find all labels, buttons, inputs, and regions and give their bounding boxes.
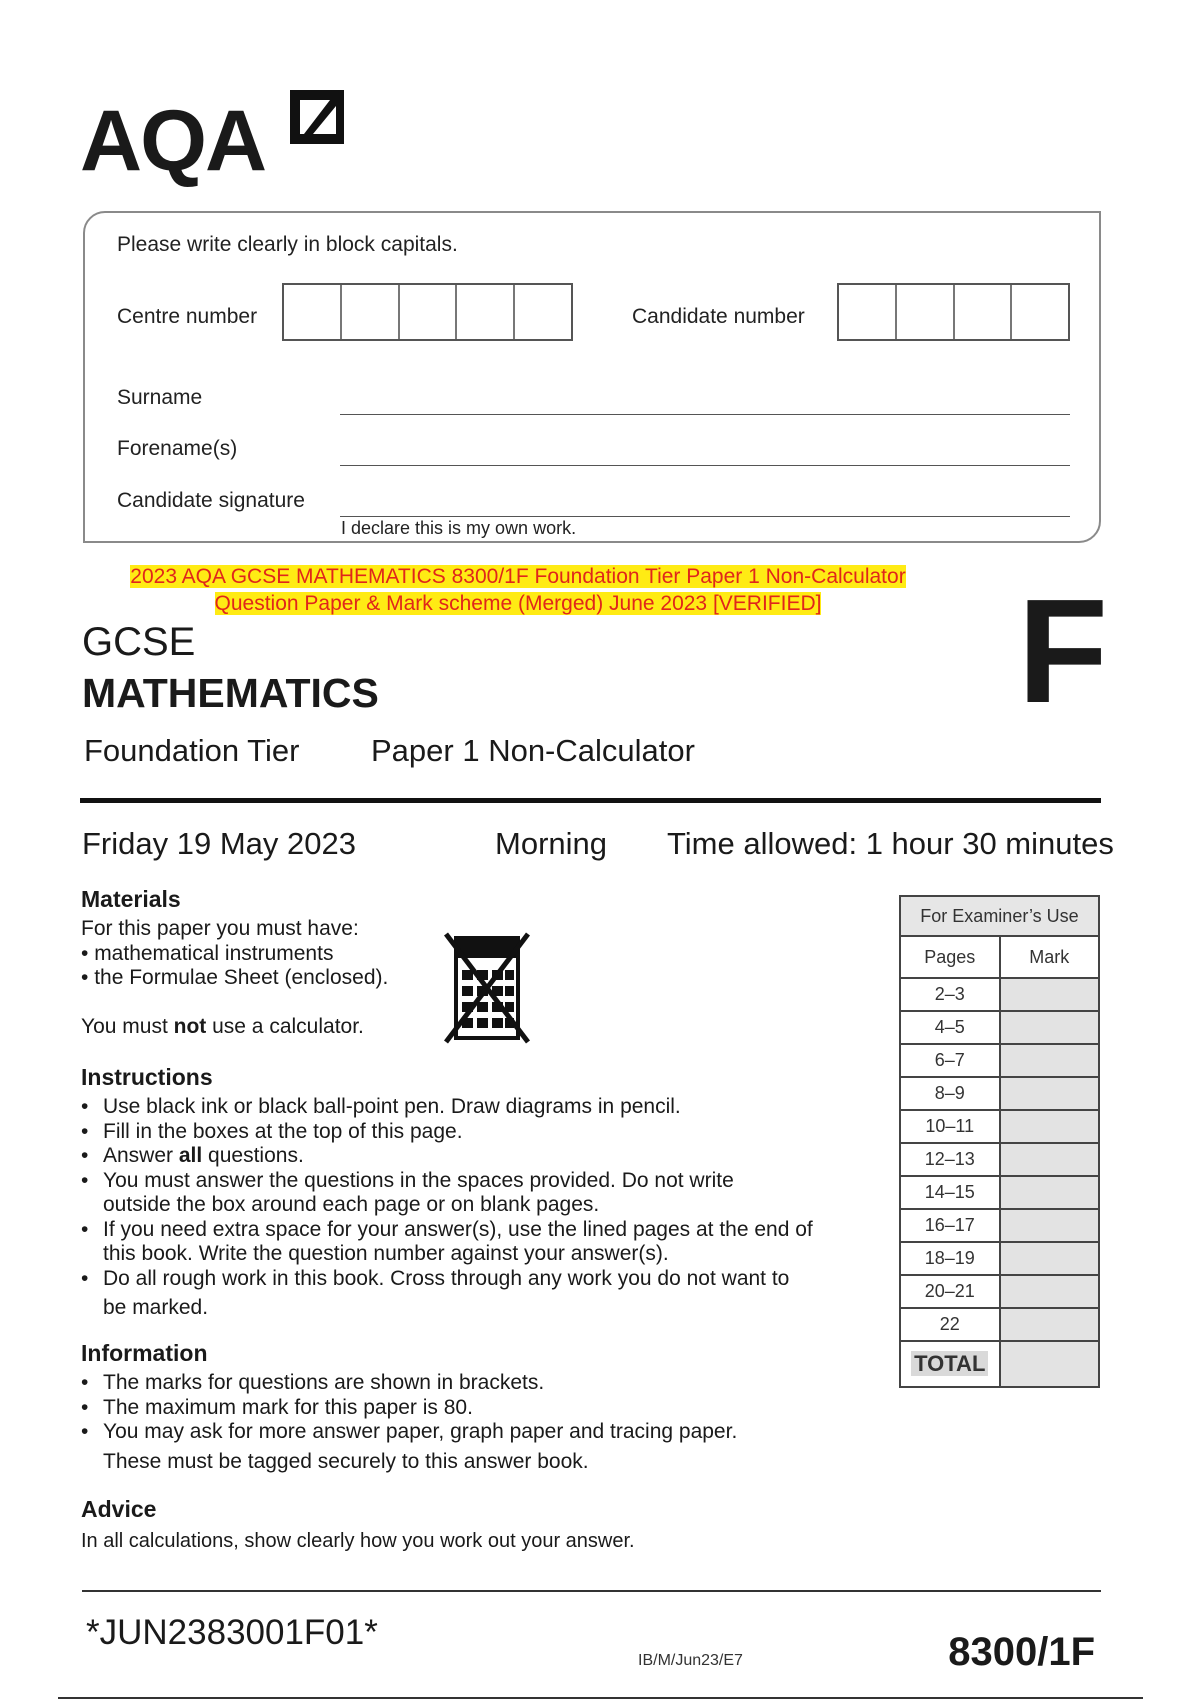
paper-code: 8300/1F — [948, 1630, 1095, 1674]
page-range: 4–5 — [900, 1011, 1000, 1044]
surname-input-line[interactable] — [340, 414, 1070, 415]
examiners-use-table — [899, 895, 1100, 1388]
page-range: 16–17 — [900, 1209, 1000, 1242]
calculator-notice: You must not use a calculator. — [81, 1014, 364, 1038]
footer-divider — [82, 1590, 1101, 1592]
no-calculator-icon — [442, 930, 532, 1045]
page-range: 8–9 — [900, 1077, 1000, 1110]
candidate-details-box — [83, 211, 1101, 543]
highlighted-document-title — [100, 563, 936, 617]
information-section — [81, 1340, 881, 1474]
candidate-number-cell[interactable] — [839, 285, 897, 339]
candidate-number-cell[interactable] — [955, 285, 1013, 339]
page-range: 12–13 — [900, 1143, 1000, 1176]
forenames-input-line[interactable] — [340, 465, 1070, 466]
instruction-item: • You must answer the questions in the spaces provided. Do not write outside the box around each page or on blank pages. — [81, 1169, 881, 1218]
mark-cell — [1000, 1143, 1100, 1176]
aqa-logo-text: AQA — [80, 93, 266, 189]
mark-cell — [1000, 1275, 1100, 1308]
page-range: 14–15 — [900, 1176, 1000, 1209]
page-range: 18–19 — [900, 1242, 1000, 1275]
header-divider — [80, 798, 1101, 803]
centre-number-cell[interactable] — [284, 285, 342, 339]
pages-column-header: Pages — [900, 936, 1000, 978]
qualification: GCSE — [82, 620, 196, 664]
signature-input-line[interactable] — [340, 516, 1070, 517]
exam-session: Morning — [495, 826, 607, 861]
information-item: • The marks for questions are shown in brackets. — [81, 1371, 881, 1396]
subject-title: MATHEMATICS — [82, 670, 379, 716]
information-item: • The maximum mark for this paper is 80. — [81, 1396, 881, 1421]
surname-label: Surname — [117, 386, 203, 409]
mark-cell — [1000, 1209, 1100, 1242]
candidate-number-cell[interactable] — [897, 285, 955, 339]
information-item: • You may ask for more answer paper, graph paper and tracing paper. These must be tagged securely to this answer book. — [81, 1420, 881, 1474]
advice-text: In all calculations, show clearly how you work out your answer. — [81, 1530, 635, 1552]
exam-date: Friday 19 May 2023 — [82, 826, 356, 861]
centre-number-cell[interactable] — [400, 285, 458, 339]
information-heading: Information — [81, 1340, 208, 1366]
aqa-logo — [80, 88, 350, 188]
mark-cell — [1000, 1110, 1100, 1143]
tier-name: Foundation Tier — [84, 733, 300, 768]
centre-number-cell[interactable] — [342, 285, 400, 339]
mark-column-header: Mark — [1000, 936, 1100, 978]
page-bottom-rule — [58, 1697, 1143, 1699]
mark-cell — [1000, 1044, 1100, 1077]
materials-intro: For this paper you must have: — [81, 917, 359, 940]
advice-section — [81, 1496, 881, 1554]
centre-number-cell[interactable] — [515, 285, 571, 339]
candidate-number-cell[interactable] — [1012, 285, 1068, 339]
paper-name: Paper 1 Non-Calculator — [371, 733, 695, 768]
page-range: 22 — [900, 1308, 1000, 1341]
instruction-item: • Fill in the boxes at the top of this page. — [81, 1120, 881, 1145]
block-capitals-instruction: Please write clearly in block capitals. — [117, 233, 458, 256]
total-label: TOTAL — [900, 1341, 1000, 1387]
tier-letter: F — [1017, 569, 1108, 734]
instruction-item: • Answer all questions. — [81, 1144, 881, 1169]
page-range: 6–7 — [900, 1044, 1000, 1077]
instructions-section — [81, 1064, 881, 1321]
time-allowed: Time allowed: 1 hour 30 minutes — [667, 826, 1114, 861]
centre-number-label: Centre number — [117, 305, 258, 328]
examiners-use-title: For Examiner’s Use — [900, 896, 1099, 936]
page-range: 10–11 — [900, 1110, 1000, 1143]
candidate-number-label: Candidate number — [632, 305, 805, 328]
materials-item: • mathematical instruments — [81, 941, 334, 965]
materials-item: • the Formulae Sheet (enclosed). — [81, 966, 389, 989]
aqa-logo-mark-icon — [286, 86, 348, 148]
total-mark-cell — [1000, 1341, 1100, 1387]
mark-cell — [1000, 1011, 1100, 1044]
mark-cell — [1000, 978, 1100, 1011]
mark-cell — [1000, 1176, 1100, 1209]
instruction-item: • If you need extra space for your answer(s), use the lined pages at the end of this book. Write the question number against your answer(s). — [81, 1218, 881, 1267]
mark-cell — [1000, 1242, 1100, 1275]
candidate-number-boxes[interactable] — [837, 283, 1070, 341]
materials-heading: Materials — [81, 886, 181, 912]
page-range: 20–21 — [900, 1275, 1000, 1308]
declaration-text: I declare this is my own work. — [341, 518, 577, 538]
instructions-heading: Instructions — [81, 1064, 213, 1090]
instructions-list — [81, 1095, 881, 1321]
instruction-item: • Do all rough work in this book. Cross through any work you do not want to be marked. — [81, 1267, 881, 1321]
advice-heading: Advice — [81, 1496, 157, 1522]
centre-number-boxes[interactable] — [282, 283, 573, 341]
mark-cell — [1000, 1077, 1100, 1110]
centre-number-cell[interactable] — [457, 285, 515, 339]
page-range: 2–3 — [900, 978, 1000, 1011]
barcode-text: *JUN2383001F01* — [86, 1613, 378, 1652]
forenames-label: Forename(s) — [117, 437, 238, 460]
signature-label: Candidate signature — [117, 489, 305, 512]
highlight-line-2: Question Paper & Mark scheme (Merged) June 2023 [VERIFIED] — [214, 592, 822, 615]
instruction-item: • Use black ink or black ball-point pen. Draw diagrams in pencil. — [81, 1095, 881, 1120]
mark-cell — [1000, 1308, 1100, 1341]
materials-section — [81, 886, 501, 1039]
information-list — [81, 1371, 881, 1474]
paper-reference: IB/M/Jun23/E7 — [638, 1652, 743, 1669]
highlight-line-1: 2023 AQA GCSE MATHEMATICS 8300/1F Foundation Tier Paper 1 Non-Calculator — [130, 565, 906, 588]
